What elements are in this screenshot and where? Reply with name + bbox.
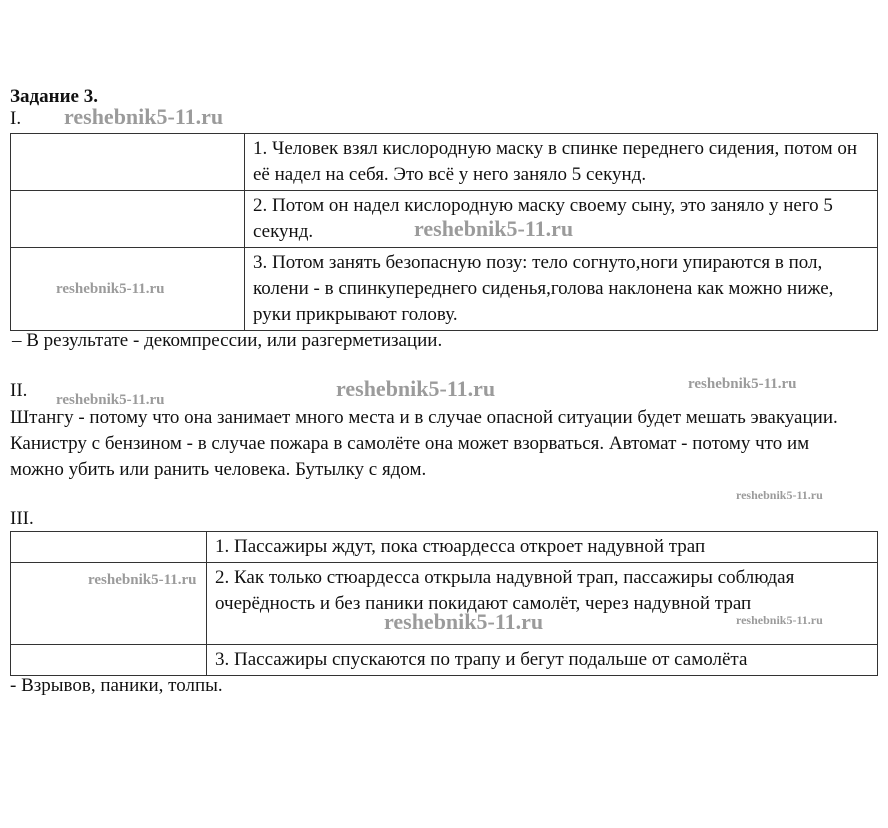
table-cell: 3. Пассажиры спускаются по трапу и бегут подальше от самолёта: [207, 645, 878, 676]
section2-text: Штангу - потому что она занимает много места и в случае опасной ситуации будет мешать эвакуации. Канистру с бензином - в случае пожара в самолёте она может взорваться. Автомат - потому что им можно убить или ранить человека. Бутылку с ядом.: [10, 407, 838, 480]
section2-label: II.: [10, 380, 28, 401]
watermark: reshebnik5-11.ru: [64, 104, 224, 129]
section3-label: III.: [10, 508, 34, 529]
table-row: [11, 645, 878, 676]
watermark: reshebnik5-11.ru: [336, 376, 496, 401]
section1-label: I.: [10, 108, 22, 129]
table-cell: 2. Как только стюардесса открыла надувной трап, пассажиры соблюдая очерёдность и без паники покидают самолёт, через надувной трап: [207, 563, 878, 645]
table-cell: 3. Потом занять безопасную позу: тело согнуто,ноги упираются в пол, колени - в спинкупереднего сиденья,голова наклонена как можно ниже, руки прикрывают голову.: [245, 248, 878, 331]
section3-conclusion: - Взрывов, паники, толпы.: [10, 675, 223, 696]
section1-conclusion: – В результате - декомпрессии, или разгерметизации.: [12, 330, 443, 351]
table-row: [11, 191, 878, 248]
watermark: reshebnik5-11.ru: [736, 488, 823, 502]
watermark: reshebnik5-11.ru: [384, 609, 544, 634]
empty-cell: [11, 563, 207, 645]
empty-cell: [11, 532, 207, 563]
empty-cell: [11, 134, 245, 191]
empty-cell: [11, 191, 245, 248]
table-row: [11, 134, 878, 191]
watermark: reshebnik5-11.ru: [56, 392, 165, 408]
table-row: [11, 563, 878, 645]
watermark: reshebnik5-11.ru: [56, 281, 165, 297]
section1-table: [10, 133, 878, 331]
empty-cell: [11, 645, 207, 676]
table-cell: 1. Пассажиры ждут, пока стюардесса откроет надувной трап: [207, 532, 878, 563]
watermark: reshebnik5-11.ru: [688, 376, 797, 392]
watermark: reshebnik5-11.ru: [736, 613, 823, 627]
table-row: [11, 532, 878, 563]
task-title: Задание 3.: [10, 86, 98, 107]
table-row: [11, 248, 878, 331]
empty-cell: [11, 248, 245, 331]
table-cell: 1. Человек взял кислородную маску в спинке переднего сидения, потом он её надел на себя. Это всё у него заняло 5 секунд.: [245, 134, 878, 191]
watermark: reshebnik5-11.ru: [88, 572, 197, 588]
section3-table: [10, 531, 878, 676]
watermark: reshebnik5-11.ru: [414, 216, 574, 241]
table-cell: 2. Потом он надел кислородную маску своему сыну, это заняло у него 5 секунд.: [245, 191, 878, 248]
